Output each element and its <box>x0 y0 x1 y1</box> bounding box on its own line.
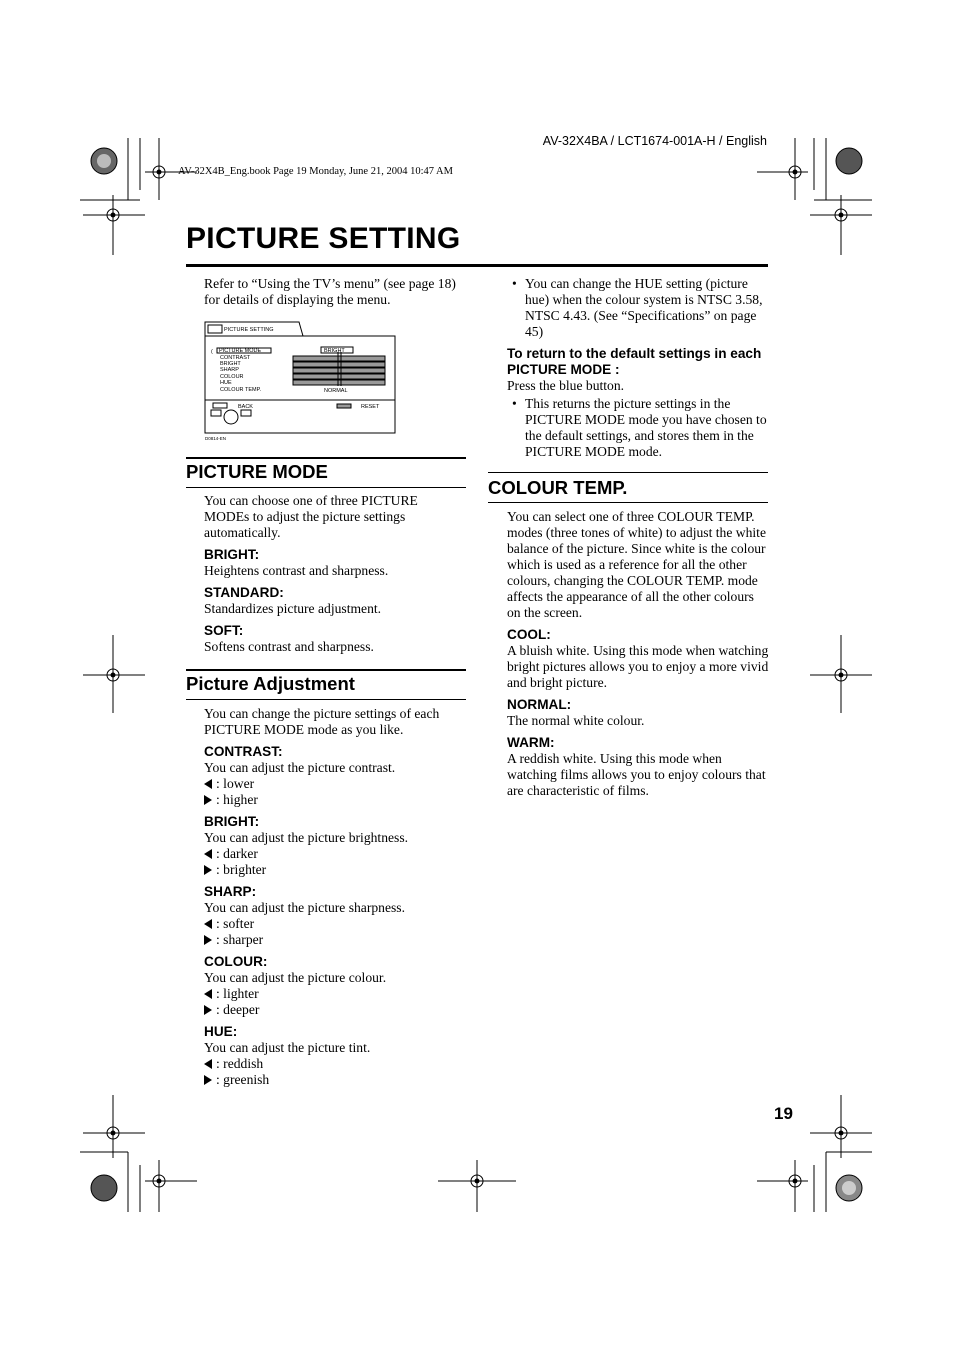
temp-cool-term: COOL: <box>507 627 551 642</box>
left-arrow-icon <box>204 779 212 789</box>
hue-bullet: • You can change the HUE setting (picture hue) when the colour system is NTSC 3.58, NTSC 4.43. (See “Specifications” on page 45) <box>512 276 763 339</box>
right-arrow-icon <box>204 795 212 805</box>
left-arrow-icon <box>204 919 212 929</box>
picture-mode-body <box>204 493 464 655</box>
picture-adjustment-title: Picture Adjustment <box>186 673 355 694</box>
temp-warm-term: WARM: <box>507 735 555 750</box>
right-arrow-icon <box>204 935 212 945</box>
left-arrow-icon <box>204 1059 212 1069</box>
right-arrow-icon <box>204 1075 212 1085</box>
menu-item-0: PICTURE MODE <box>219 348 262 354</box>
menu-reset-label: RESET <box>361 404 380 410</box>
menu-fig-code: D0814-EN <box>205 436 227 441</box>
menu-figure <box>203 320 399 444</box>
picture-adjustment-rule-bottom <box>186 699 466 700</box>
temp-cool-desc: A bluish white. Using this mode when watching bright pictures allows you to enjoy a more vivid and bright picture. <box>507 643 769 690</box>
adjustment-intro: You can change the picture settings of each PICTURE MODE mode as you like. <box>204 706 440 737</box>
mode-standard-desc: Standardizes picture adjustment. <box>204 601 382 616</box>
mode-bright-desc: Heightens contrast and sharpness. <box>204 563 389 578</box>
book-line: AV-32X4B_Eng.book Page 19 Monday, June 21, 2004 10:47 AM <box>178 166 453 177</box>
menu-back-label: BACK <box>238 404 253 410</box>
adj-sharp-desc: You can adjust the picture sharpness. <box>204 900 405 915</box>
mode-bright-term: BRIGHT: <box>204 547 260 562</box>
mode-standard-term: STANDARD: <box>204 585 284 600</box>
adj-colour-term: COLOUR: <box>204 954 268 969</box>
right-column-top <box>507 276 769 460</box>
colour-temp-rule-top <box>488 472 768 473</box>
menu-mode-value: BRIGHT <box>324 348 345 354</box>
picture-mode-rule-top <box>186 457 466 459</box>
adj-colour-left: : lighter <box>204 986 466 1002</box>
menu-temp-value: NORMAL <box>324 388 348 394</box>
default-heading: To return to the default settings in each PICTURE MODE : <box>507 346 762 377</box>
colour-temp-intro: You can select one of three COLOUR TEMP. modes (three tones of white) to adjust the white balance of the picture. Since white is the colour which is used as a reference for all the other colours, changing the COLOUR TEMP. mode affects the appearance of all the other colours on the screen. <box>507 509 766 620</box>
colour-temp-rule-bottom <box>488 502 768 503</box>
colour-temp-body <box>507 509 769 799</box>
adj-colour-desc: You can adjust the picture colour. <box>204 970 387 985</box>
title-rule <box>186 264 768 267</box>
picture-mode-intro: You can choose one of three PICTURE MODEs to adjust the picture settings automatically. <box>204 493 418 540</box>
model-line: AV-32X4BA / LCT1674-001A-H / English <box>542 134 767 148</box>
adj-sharp-right: : sharper <box>204 932 466 948</box>
adj-hue-left: : reddish <box>204 1056 466 1072</box>
picture-mode-rule-bottom <box>186 487 466 488</box>
mode-soft-term: SOFT: <box>204 623 244 638</box>
picture-adjustment-rule-top <box>186 669 466 671</box>
menu-illustration <box>203 320 399 444</box>
menu-item-3: SHARP <box>220 367 239 373</box>
adj-contrast-right: : higher <box>204 792 466 808</box>
right-arrow-icon <box>204 865 212 875</box>
adj-hue-right: : greenish <box>204 1072 466 1088</box>
menu-item-4: COLOUR <box>220 374 244 380</box>
adj-hue-term: HUE: <box>204 1024 238 1039</box>
page-title: PICTURE SETTING <box>186 222 461 255</box>
menu-item-1: CONTRAST <box>220 355 251 361</box>
default-bullet: • This returns the picture settings in the PICTURE MODE mode you have chosen to the default settings, and stores them in the PICTURE MODE mode. <box>512 396 767 459</box>
adj-bright-left: : darker <box>204 846 466 862</box>
menu-item-2: BRIGHT <box>220 361 241 367</box>
picture-mode-title: PICTURE MODE <box>186 461 328 482</box>
adj-colour-right: : deeper <box>204 1002 466 1018</box>
page-number: 19 <box>774 1104 793 1123</box>
picture-adjustment-body <box>204 706 466 1088</box>
adj-contrast-desc: You can adjust the picture contrast. <box>204 760 396 775</box>
temp-normal-term: NORMAL: <box>507 697 572 712</box>
adj-sharp-left: : softer <box>204 916 466 932</box>
intro-text: Refer to “Using the TV’s menu” (see page 18) for details of displaying the menu. <box>204 276 456 307</box>
adj-contrast-left: : lower <box>204 776 466 792</box>
left-arrow-icon <box>204 989 212 999</box>
default-text: Press the blue button. <box>507 378 625 393</box>
menu-item-6: COLOUR TEMP. <box>220 387 262 393</box>
menu-tab-label: PICTURE SETTING <box>224 327 274 333</box>
temp-warm-desc: A reddish white. Using this mode when watching films allows you to enjoy colours that are characteristic of films. <box>507 751 766 798</box>
svg-text:(: ( <box>211 349 213 355</box>
adj-hue-desc: You can adjust the picture tint. <box>204 1040 371 1055</box>
adj-bright-right: : brighter <box>204 862 466 878</box>
mode-soft-desc: Softens contrast and sharpness. <box>204 639 374 654</box>
adj-contrast-term: CONTRAST: <box>204 744 283 759</box>
adj-bright-desc: You can adjust the picture brightness. <box>204 830 409 845</box>
left-arrow-icon <box>204 849 212 859</box>
colour-temp-title: COLOUR TEMP. <box>488 477 628 498</box>
right-arrow-icon <box>204 1005 212 1015</box>
menu-item-5: HUE <box>220 380 232 386</box>
adj-bright-term: BRIGHT: <box>204 814 260 829</box>
adj-sharp-term: SHARP: <box>204 884 257 899</box>
temp-normal-desc: The normal white colour. <box>507 713 645 728</box>
